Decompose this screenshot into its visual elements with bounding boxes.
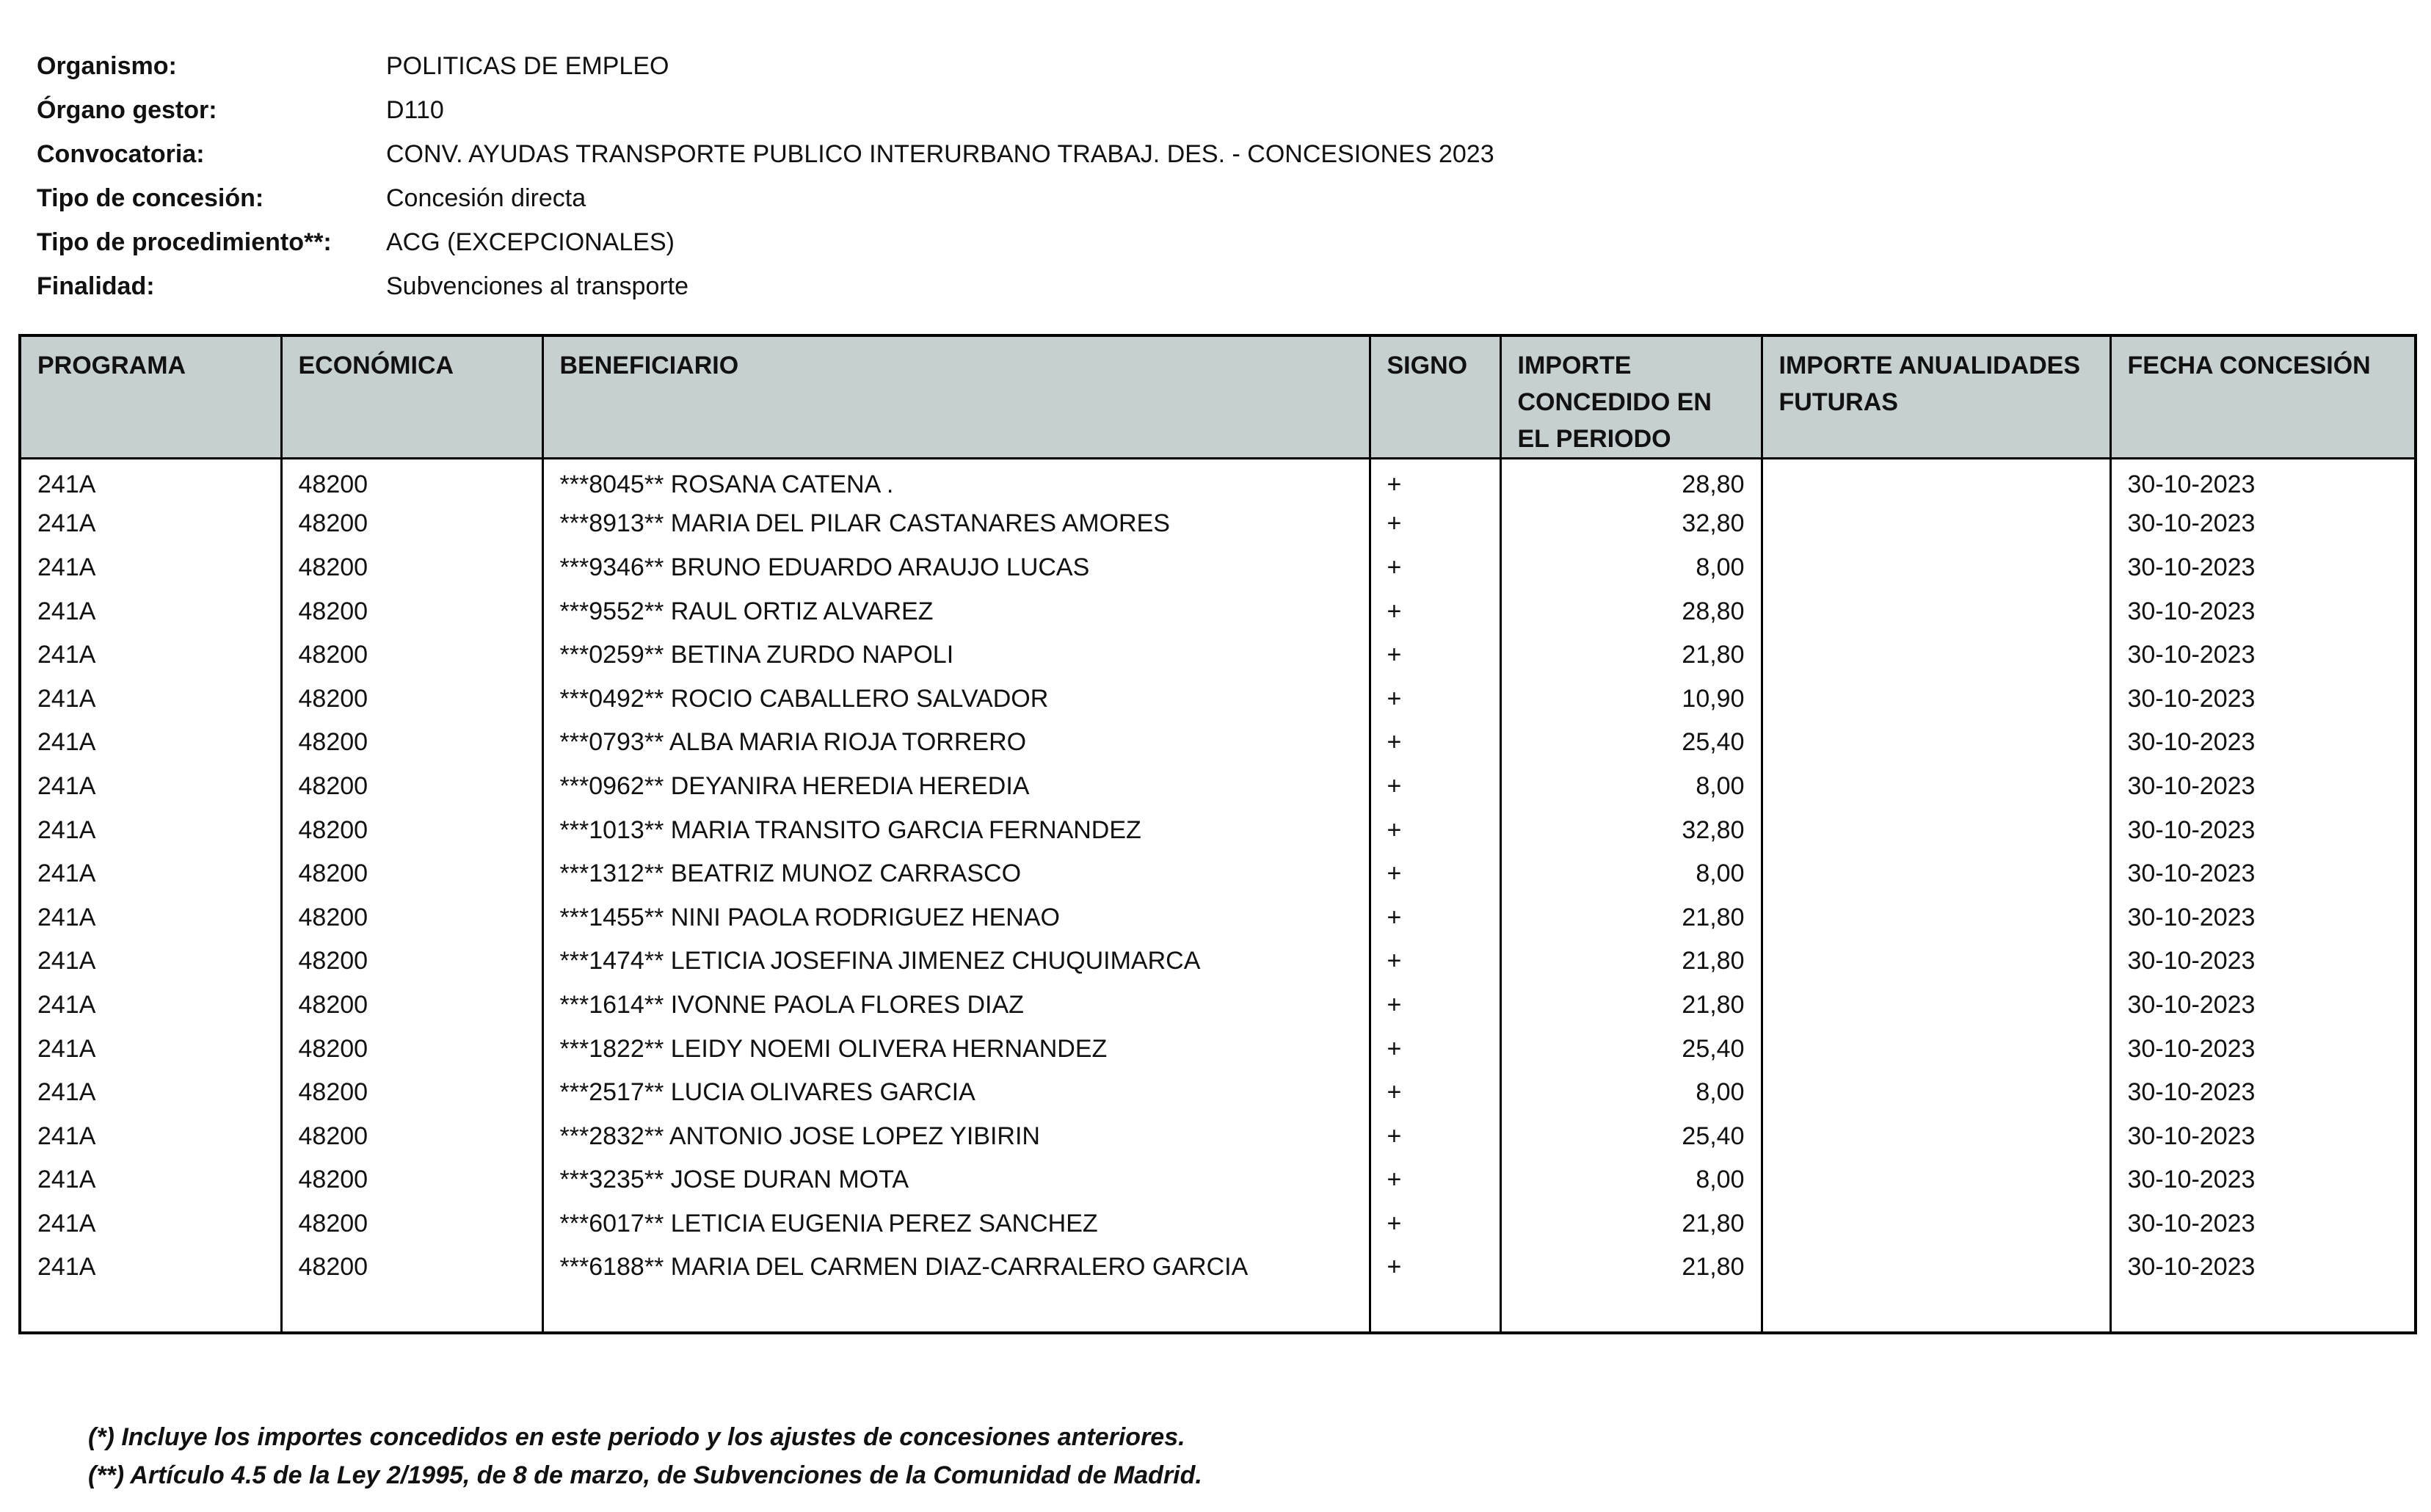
cell-beneficiario: ***0962** DEYANIRA HEREDIA HEREDIA [542,765,1370,809]
organismo-row [37,44,1494,88]
cell-beneficiario: ***8045** ROSANA CATENA . [542,459,1370,503]
organismo-value: POLITICAS DE EMPLEO [386,51,669,80]
cell-fecha-concesion: 30-10-2023 [2110,459,2416,503]
cell-signo: + [1370,677,1500,721]
cell-beneficiario: ***1822** LEIDY NOEMI OLIVERA HERNANDEZ [542,1027,1370,1071]
column-header-programa: PROGRAMA [20,335,281,459]
table-row [20,677,2416,721]
cell-importe-concedido: 21,80 [1500,984,1762,1028]
cell-importe-futuras [1762,502,2110,546]
cell-fecha-concesion: 30-10-2023 [2110,1114,2416,1158]
cell-fecha-concesion: 30-10-2023 [2110,765,2416,809]
cell-importe-concedido: 25,40 [1500,1114,1762,1158]
filler-cell [1370,1290,1500,1334]
cell-importe-concedido: 21,80 [1500,939,1762,984]
cell-signo: + [1370,808,1500,852]
cell-programa: 241A [37,553,96,581]
cell-signo: + [1370,1202,1500,1246]
cell-programa: 241A [37,859,96,888]
table-row [20,1027,2416,1071]
cell-fecha-concesion: 30-10-2023 [2110,1071,2416,1115]
cell-programa: 241A [37,470,96,498]
cell-fecha-concesion: 30-10-2023 [2110,1027,2416,1071]
table-header-row [20,335,2416,459]
table-row [20,459,2416,503]
cell-signo: + [1370,852,1500,896]
cell-signo: + [1370,895,1500,939]
footnote-2: (**) Artículo 4.5 de la Ley 2/1995, de 8 de marzo, de Subvenciones de la Comunidad de Madrid. [88,1461,1202,1489]
table-row [20,589,2416,633]
concessions-table [18,334,2417,1334]
convocatoria-label: Convocatoria: [37,139,205,168]
cell-beneficiario: ***1312** BEATRIZ MUNOZ CARRASCO [542,852,1370,896]
cell-fecha-concesion: 30-10-2023 [2110,502,2416,546]
cell-importe-futuras [1762,546,2110,590]
cell-beneficiario: ***6188** MARIA DEL CARMEN DIAZ-CARRALERO GARCIA [542,1246,1370,1290]
cell-economica: 48200 [281,852,542,896]
cell-signo: + [1370,502,1500,546]
table-row [20,1246,2416,1290]
table-row [20,721,2416,765]
column-header-economica: ECONÓMICA [281,335,542,459]
cell-programa: 241A [37,1166,96,1194]
organismo-label: Organismo: [37,51,177,80]
convocatoria-value: CONV. AYUDAS TRANSPORTE PUBLICO INTERURBANO TRABAJ. DES. - CONCESIONES 2023 [386,139,1494,168]
cell-importe-futuras [1762,589,2110,633]
cell-programa: 241A [37,509,96,538]
cell-beneficiario: ***1474** LETICIA JOSEFINA JIMENEZ CHUQUIMARCA [542,939,1370,984]
cell-signo: + [1370,765,1500,809]
table-row [20,939,2416,984]
table-body [20,459,2416,1334]
cell-economica: 48200 [281,589,542,633]
cell-importe-concedido: 8,00 [1500,1071,1762,1115]
cell-importe-concedido: 25,40 [1500,1027,1762,1071]
cell-economica: 48200 [281,633,542,677]
cell-fecha-concesion: 30-10-2023 [2110,546,2416,590]
cell-beneficiario: ***0793** ALBA MARIA RIOJA TORRERO [542,721,1370,765]
cell-programa: 241A [37,1078,96,1107]
cell-beneficiario: ***1013** MARIA TRANSITO GARCIA FERNANDEZ [542,808,1370,852]
cell-beneficiario: ***3235** JOSE DURAN MOTA [542,1158,1370,1202]
cell-economica: 48200 [281,1246,542,1290]
cell-beneficiario: ***1614** IVONNE PAOLA FLORES DIAZ [542,984,1370,1028]
cell-fecha-concesion: 30-10-2023 [2110,808,2416,852]
cell-economica: 48200 [281,808,542,852]
cell-importe-concedido: 21,80 [1500,895,1762,939]
cell-signo: + [1370,939,1500,984]
cell-importe-concedido: 32,80 [1500,502,1762,546]
column-header-importe-futuras: IMPORTE ANUALIDADES FUTURAS [1762,335,2110,459]
document-header [37,44,1494,308]
cell-importe-futuras [1762,1027,2110,1071]
cell-importe-concedido: 21,80 [1500,1246,1762,1290]
cell-importe-concedido: 28,80 [1500,459,1762,503]
cell-economica: 48200 [281,502,542,546]
organo-gestor-row [37,88,1494,132]
organo-gestor-label: Órgano gestor: [37,95,217,124]
cell-signo: + [1370,589,1500,633]
cell-importe-futuras [1762,459,2110,503]
cell-economica: 48200 [281,677,542,721]
table-row [20,984,2416,1028]
table-row [20,546,2416,590]
cell-beneficiario: ***8913** MARIA DEL PILAR CASTANARES AMORES [542,502,1370,546]
cell-signo: + [1370,459,1500,503]
column-header-beneficiario: BENEFICIARIO [542,335,1370,459]
cell-signo: + [1370,721,1500,765]
organo-gestor-value: D110 [386,95,444,124]
cell-programa: 241A [37,771,96,800]
cell-economica: 48200 [281,1027,542,1071]
cell-importe-concedido: 8,00 [1500,1158,1762,1202]
cell-signo: + [1370,546,1500,590]
cell-programa: 241A [37,1122,96,1150]
table-row [20,1071,2416,1115]
cell-beneficiario: ***0259** BETINA ZURDO NAPOLI [542,633,1370,677]
filler-cell [1500,1290,1762,1334]
cell-programa: 241A [37,1034,96,1063]
footnotes [88,1418,1202,1494]
cell-fecha-concesion: 30-10-2023 [2110,589,2416,633]
table-row [20,765,2416,809]
cell-economica: 48200 [281,546,542,590]
cell-importe-concedido: 21,80 [1500,1202,1762,1246]
cell-programa: 241A [37,990,96,1019]
cell-fecha-concesion: 30-10-2023 [2110,1202,2416,1246]
filler-cell [20,1290,281,1334]
cell-programa: 241A [37,1253,96,1282]
tipo-concesion-label: Tipo de concesión: [37,183,264,212]
table-filler-row [20,1290,2416,1334]
table-row [20,852,2416,896]
table-row [20,895,2416,939]
cell-importe-futuras [1762,765,2110,809]
cell-economica: 48200 [281,939,542,984]
cell-economica: 48200 [281,984,542,1028]
filler-cell [542,1290,1370,1334]
cell-economica: 48200 [281,1114,542,1158]
cell-economica: 48200 [281,721,542,765]
cell-beneficiario: ***9552** RAUL ORTIZ ALVAREZ [542,589,1370,633]
table-row [20,502,2416,546]
column-header-importe-concedido: IMPORTE CONCEDIDO EN EL PERIODO [1500,335,1762,459]
cell-beneficiario: ***2832** ANTONIO JOSE LOPEZ YIBIRIN [542,1114,1370,1158]
cell-programa: 241A [37,684,96,713]
cell-signo: + [1370,1114,1500,1158]
cell-beneficiario: ***6017** LETICIA EUGENIA PEREZ SANCHEZ [542,1202,1370,1246]
cell-beneficiario: ***1455** NINI PAOLA RODRIGUEZ HENAO [542,895,1370,939]
cell-importe-futuras [1762,895,2110,939]
table-row [20,1158,2416,1202]
cell-fecha-concesion: 30-10-2023 [2110,633,2416,677]
cell-economica: 48200 [281,1158,542,1202]
tipo-procedimiento-row [37,220,1494,264]
cell-signo: + [1370,1158,1500,1202]
cell-signo: + [1370,633,1500,677]
footnote-1: (*) Incluye los importes concedidos en este periodo y los ajustes de concesiones anteriores. [88,1423,1185,1451]
cell-programa: 241A [37,947,96,975]
cell-programa: 241A [37,903,96,931]
cell-importe-futuras [1762,677,2110,721]
cell-importe-futuras [1762,852,2110,896]
filler-cell [281,1290,542,1334]
cell-importe-concedido: 10,90 [1500,677,1762,721]
table-row [20,1202,2416,1246]
cell-importe-concedido: 21,80 [1500,633,1762,677]
cell-importe-concedido: 32,80 [1500,808,1762,852]
column-header-fecha-concesion: FECHA CONCESIÓN [2110,335,2416,459]
cell-programa: 241A [37,728,96,757]
table-row [20,1114,2416,1158]
cell-fecha-concesion: 30-10-2023 [2110,984,2416,1028]
cell-importe-concedido: 28,80 [1500,589,1762,633]
cell-importe-futuras [1762,1158,2110,1202]
cell-importe-futuras [1762,939,2110,984]
cell-importe-concedido: 8,00 [1500,546,1762,590]
tipo-procedimiento-label: Tipo de procedimiento**: [37,228,332,256]
cell-signo: + [1370,1246,1500,1290]
cell-importe-concedido: 25,40 [1500,721,1762,765]
cell-beneficiario: ***0492** ROCIO CABALLERO SALVADOR [542,677,1370,721]
cell-fecha-concesion: 30-10-2023 [2110,677,2416,721]
cell-importe-concedido: 8,00 [1500,765,1762,809]
tipo-concesion-row [37,176,1494,220]
cell-fecha-concesion: 30-10-2023 [2110,895,2416,939]
cell-importe-futuras [1762,633,2110,677]
cell-importe-futuras [1762,1202,2110,1246]
filler-cell [1762,1290,2110,1334]
cell-economica: 48200 [281,765,542,809]
finalidad-label: Finalidad: [37,272,155,300]
cell-beneficiario: ***2517** LUCIA OLIVARES GARCIA [542,1071,1370,1115]
cell-economica: 48200 [281,1202,542,1246]
cell-signo: + [1370,984,1500,1028]
cell-importe-futuras [1762,808,2110,852]
cell-importe-futuras [1762,721,2110,765]
cell-economica: 48200 [281,1071,542,1115]
cell-beneficiario: ***9346** BRUNO EDUARDO ARAUJO LUCAS [542,546,1370,590]
cell-programa: 241A [37,815,96,844]
finalidad-value: Subvenciones al transporte [386,272,689,300]
cell-fecha-concesion: 30-10-2023 [2110,939,2416,984]
cell-fecha-concesion: 30-10-2023 [2110,1246,2416,1290]
column-header-signo: SIGNO [1370,335,1500,459]
cell-fecha-concesion: 30-10-2023 [2110,852,2416,896]
tipo-procedimiento-value: ACG (EXCEPCIONALES) [386,228,675,256]
cell-importe-futuras [1762,1246,2110,1290]
cell-signo: + [1370,1071,1500,1115]
cell-signo: + [1370,1027,1500,1071]
cell-fecha-concesion: 30-10-2023 [2110,1158,2416,1202]
tipo-concesion-value: Concesión directa [386,183,586,212]
table-row [20,808,2416,852]
cell-economica: 48200 [281,895,542,939]
cell-importe-concedido: 8,00 [1500,852,1762,896]
cell-importe-futuras [1762,1114,2110,1158]
cell-programa: 241A [37,1209,96,1237]
finalidad-row [37,264,1494,308]
cell-programa: 241A [37,641,96,669]
convocatoria-row [37,132,1494,176]
cell-programa: 241A [37,597,96,625]
cell-economica: 48200 [281,459,542,503]
cell-importe-futuras [1762,1071,2110,1115]
table-row [20,633,2416,677]
cell-fecha-concesion: 30-10-2023 [2110,721,2416,765]
cell-importe-futuras [1762,984,2110,1028]
filler-cell [2110,1290,2416,1334]
